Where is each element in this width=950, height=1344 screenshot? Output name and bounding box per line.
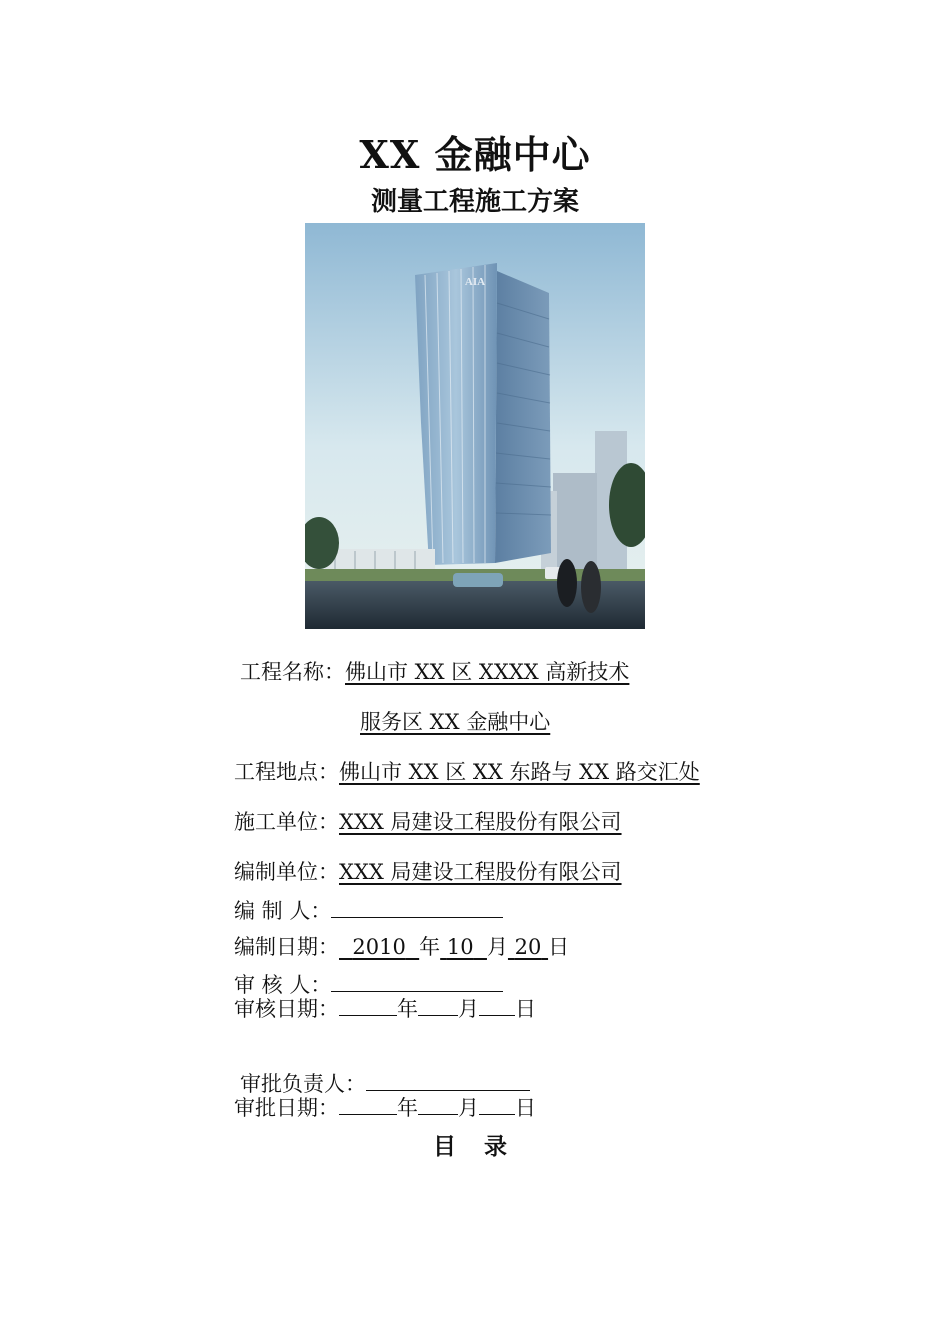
location-row: [234, 758, 700, 786]
location-value: 佛山市 XX 区 XX 东路与 XX 路交汇处: [339, 760, 700, 784]
cover-building-image: [305, 223, 645, 629]
review-date-label: 审核日期：: [234, 997, 339, 1021]
reviewer-blank: [331, 971, 503, 992]
review-date-row: 审核日期： 年 月 日: [234, 997, 536, 1021]
compiler-unit-row: [234, 858, 622, 886]
document-title: XX 金融中心: [359, 132, 591, 177]
contractor-value: XXX 局建设工程股份有限公司: [339, 810, 622, 834]
project-name-row: [240, 658, 629, 686]
location-label: 工程地点：: [234, 760, 339, 784]
compiler-unit-value: XXX 局建设工程股份有限公司: [339, 860, 622, 884]
approver-label: 审批负责人：: [240, 1072, 366, 1096]
reviewer-label: 审 核 人：: [234, 973, 332, 997]
compile-date-label: 编制日期：: [234, 935, 339, 959]
compiler-row: [234, 897, 503, 925]
compile-day: 20: [514, 935, 542, 959]
compiler-label: 编 制 人：: [234, 899, 332, 923]
building-sign: AIA: [464, 276, 486, 288]
compile-month: 10: [446, 935, 474, 959]
compile-year: 2010: [352, 935, 406, 959]
day-char: 日: [548, 935, 570, 959]
contractor-row: [234, 808, 622, 836]
year-char: 年: [419, 935, 441, 959]
month-char: 月: [486, 935, 508, 959]
compiler-blank: [331, 897, 503, 918]
project-name-value: 佛山市 XX 区 XXXX 高新技术: [345, 660, 630, 684]
approver-blank: [366, 1070, 530, 1091]
project-name-value-continued: 服务区 XX 金融中心: [360, 710, 551, 734]
project-name-label: 工程名称：: [240, 660, 345, 684]
contractor-label: 施工单位：: [234, 810, 339, 834]
document-subtitle: 测量工程施工方案: [370, 187, 579, 217]
project-name-row-2: [360, 708, 550, 736]
approve-date-label: 审批日期：: [234, 1096, 339, 1120]
toc-heading: 目 录: [432, 1133, 517, 1160]
compile-date-row: [234, 933, 569, 961]
approve-date-row: 审批日期： 年 月 日: [234, 1096, 536, 1120]
compiler-unit-label: 编制单位：: [234, 860, 339, 884]
